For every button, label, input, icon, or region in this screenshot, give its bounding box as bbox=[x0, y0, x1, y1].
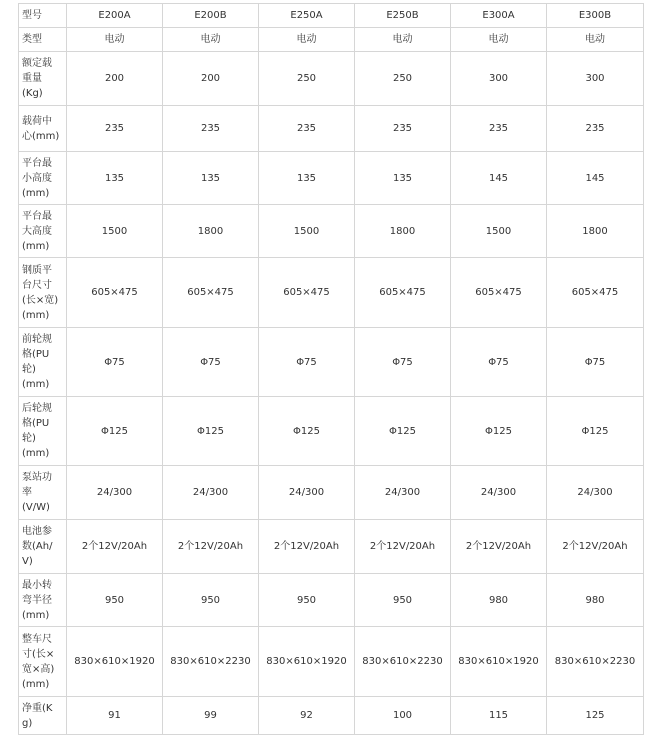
spec-row bbox=[19, 574, 644, 627]
row-label-line: 净重(K bbox=[22, 702, 53, 714]
model-cell: E300A bbox=[451, 4, 547, 28]
value-cell: 24/300 bbox=[67, 466, 163, 520]
value-cell: 91 bbox=[67, 697, 163, 735]
row-label-cell bbox=[19, 152, 67, 205]
row-label-line: 后轮规 bbox=[22, 403, 52, 414]
spec-table bbox=[18, 3, 644, 735]
row-label-line: 额定载 bbox=[22, 58, 52, 69]
value-cell: 145 bbox=[451, 152, 547, 205]
value-cell: 电动 bbox=[547, 28, 644, 52]
spec-row bbox=[19, 397, 644, 466]
model-cell: E200A bbox=[67, 4, 163, 28]
spec-row bbox=[19, 697, 644, 735]
header-label-cell: 型号 bbox=[19, 4, 67, 28]
value-cell: 830×610×1920 bbox=[259, 627, 355, 697]
value-cell: 电动 bbox=[259, 28, 355, 52]
value-cell: 2个12V/20Ah bbox=[163, 520, 259, 574]
row-label-cell bbox=[19, 106, 67, 152]
value-cell: 980 bbox=[547, 574, 644, 627]
value-cell: Φ125 bbox=[547, 397, 644, 466]
value-cell: 1800 bbox=[547, 205, 644, 258]
row-label-line: 类型 bbox=[22, 34, 42, 45]
value-cell: 100 bbox=[355, 697, 451, 735]
value-cell: 24/300 bbox=[259, 466, 355, 520]
row-label-line: (mm) bbox=[22, 309, 50, 321]
model-cell: E250A bbox=[259, 4, 355, 28]
value-cell: 135 bbox=[355, 152, 451, 205]
value-cell: 1500 bbox=[451, 205, 547, 258]
row-label-line: 心(mm) bbox=[22, 130, 60, 142]
value-cell: 99 bbox=[163, 697, 259, 735]
value-cell: 605×475 bbox=[163, 258, 259, 328]
value-cell: Φ125 bbox=[355, 397, 451, 466]
model-cell: E250B bbox=[355, 4, 451, 28]
value-cell: 300 bbox=[451, 52, 547, 106]
value-cell: Φ125 bbox=[67, 397, 163, 466]
value-cell: 200 bbox=[163, 52, 259, 106]
value-cell: 605×475 bbox=[451, 258, 547, 328]
model-cell: E300B bbox=[547, 4, 644, 28]
value-cell: 电动 bbox=[67, 28, 163, 52]
row-label-line: 载荷中 bbox=[22, 115, 52, 127]
value-cell: Φ75 bbox=[355, 328, 451, 397]
value-cell: Φ75 bbox=[451, 328, 547, 397]
row-label-cell bbox=[19, 28, 67, 52]
value-cell: 830×610×1920 bbox=[451, 627, 547, 697]
value-cell: 950 bbox=[259, 574, 355, 627]
row-label-line: 台尺寸 bbox=[22, 279, 52, 291]
value-cell: 235 bbox=[67, 106, 163, 152]
value-cell: 1500 bbox=[67, 205, 163, 258]
value-cell: 92 bbox=[259, 697, 355, 735]
spec-row bbox=[19, 466, 644, 520]
row-label-line: (mm) bbox=[22, 678, 50, 690]
value-cell: 24/300 bbox=[355, 466, 451, 520]
value-cell: 24/300 bbox=[547, 466, 644, 520]
spec-row bbox=[19, 152, 644, 205]
value-cell: 135 bbox=[67, 152, 163, 205]
spec-row bbox=[19, 328, 644, 397]
row-label-cell bbox=[19, 574, 67, 627]
row-label-cell bbox=[19, 205, 67, 258]
value-cell: 115 bbox=[451, 697, 547, 735]
value-cell: Φ75 bbox=[259, 328, 355, 397]
row-label-line: (mm) bbox=[22, 448, 50, 459]
value-cell: 电动 bbox=[163, 28, 259, 52]
row-label-line: 格(PU bbox=[22, 418, 50, 429]
value-cell: 235 bbox=[163, 106, 259, 152]
spec-row bbox=[19, 627, 644, 697]
value-cell: 950 bbox=[67, 574, 163, 627]
value-cell: 电动 bbox=[355, 28, 451, 52]
row-label-line: 大高度 bbox=[22, 225, 52, 237]
row-label-line: 宽×高) bbox=[22, 663, 55, 675]
value-cell: 300 bbox=[547, 52, 644, 106]
row-label-line: 平台最 bbox=[22, 210, 52, 222]
row-label-line: 平台最 bbox=[22, 157, 52, 169]
row-label-line: (mm) bbox=[22, 240, 50, 252]
value-cell: 125 bbox=[547, 697, 644, 735]
value-cell: 605×475 bbox=[67, 258, 163, 328]
value-cell: 24/300 bbox=[163, 466, 259, 520]
value-cell: 605×475 bbox=[355, 258, 451, 328]
value-cell: 605×475 bbox=[259, 258, 355, 328]
value-cell: 2个12V/20Ah bbox=[355, 520, 451, 574]
row-label-cell bbox=[19, 520, 67, 574]
value-cell: 2个12V/20Ah bbox=[547, 520, 644, 574]
value-cell: 2个12V/20Ah bbox=[451, 520, 547, 574]
row-label-line: 弯半径 bbox=[22, 594, 52, 606]
value-cell: Φ125 bbox=[163, 397, 259, 466]
row-label-cell bbox=[19, 52, 67, 106]
value-cell: 2个12V/20Ah bbox=[67, 520, 163, 574]
spec-row bbox=[19, 520, 644, 574]
row-label-cell bbox=[19, 627, 67, 697]
value-cell: Φ125 bbox=[451, 397, 547, 466]
spec-row bbox=[19, 28, 644, 52]
value-cell: 235 bbox=[451, 106, 547, 152]
spec-row bbox=[19, 52, 644, 106]
value-cell: 1800 bbox=[355, 205, 451, 258]
row-label-line: 小高度 bbox=[22, 172, 52, 184]
value-cell: 830×610×1920 bbox=[67, 627, 163, 697]
row-label-line: 重量 bbox=[22, 73, 42, 84]
row-label-cell bbox=[19, 697, 67, 735]
value-cell: Φ75 bbox=[67, 328, 163, 397]
value-cell: 135 bbox=[163, 152, 259, 205]
value-cell: 145 bbox=[547, 152, 644, 205]
row-label-line: 数(Ah/ bbox=[22, 541, 53, 552]
spec-row bbox=[19, 106, 644, 152]
row-label-line: (mm) bbox=[22, 609, 50, 621]
value-cell: 950 bbox=[163, 574, 259, 627]
row-label-cell bbox=[19, 397, 67, 466]
row-label-line: 寸(长× bbox=[22, 648, 55, 660]
value-cell: 1800 bbox=[163, 205, 259, 258]
value-cell: Φ75 bbox=[547, 328, 644, 397]
value-cell: Φ125 bbox=[259, 397, 355, 466]
row-label-line: (长×宽) bbox=[22, 294, 59, 306]
row-label-line: 钢质平 bbox=[22, 264, 52, 276]
row-label-line: g) bbox=[22, 717, 33, 729]
value-cell: 250 bbox=[355, 52, 451, 106]
value-cell: 830×610×2230 bbox=[547, 627, 644, 697]
row-label-line: 率 bbox=[22, 487, 32, 498]
spec-row bbox=[19, 258, 644, 328]
row-label-line: 轮) bbox=[22, 433, 36, 444]
value-cell: 235 bbox=[259, 106, 355, 152]
spec-row bbox=[19, 205, 644, 258]
row-label-line: 前轮规 bbox=[22, 334, 52, 345]
row-label-line: 电池参 bbox=[22, 526, 52, 537]
model-cell: E200B bbox=[163, 4, 259, 28]
row-label-line: (mm) bbox=[22, 187, 50, 199]
value-cell: 235 bbox=[547, 106, 644, 152]
row-label-line: (V/W) bbox=[22, 502, 50, 513]
row-label-line: V) bbox=[22, 556, 33, 567]
row-label-line: 轮) bbox=[22, 364, 36, 375]
value-cell: 980 bbox=[451, 574, 547, 627]
value-cell: 830×610×2230 bbox=[163, 627, 259, 697]
value-cell: 电动 bbox=[451, 28, 547, 52]
value-cell: 605×475 bbox=[547, 258, 644, 328]
row-label-line: 最小转 bbox=[22, 579, 52, 591]
row-label-line: 格(PU bbox=[22, 349, 50, 360]
value-cell: 830×610×2230 bbox=[355, 627, 451, 697]
row-label-line: (Kg) bbox=[22, 88, 43, 99]
row-label-line: 整车尺 bbox=[22, 633, 52, 645]
value-cell: 950 bbox=[355, 574, 451, 627]
row-label-line: 泵站功 bbox=[22, 472, 52, 483]
value-cell: 135 bbox=[259, 152, 355, 205]
value-cell: 24/300 bbox=[451, 466, 547, 520]
value-cell: 235 bbox=[355, 106, 451, 152]
row-label-cell bbox=[19, 328, 67, 397]
value-cell: Φ75 bbox=[163, 328, 259, 397]
row-label-cell bbox=[19, 466, 67, 520]
value-cell: 2个12V/20Ah bbox=[259, 520, 355, 574]
value-cell: 250 bbox=[259, 52, 355, 106]
row-label-cell bbox=[19, 258, 67, 328]
value-cell: 200 bbox=[67, 52, 163, 106]
row-label-line: (mm) bbox=[22, 379, 50, 390]
value-cell: 1500 bbox=[259, 205, 355, 258]
header-row bbox=[19, 4, 644, 28]
